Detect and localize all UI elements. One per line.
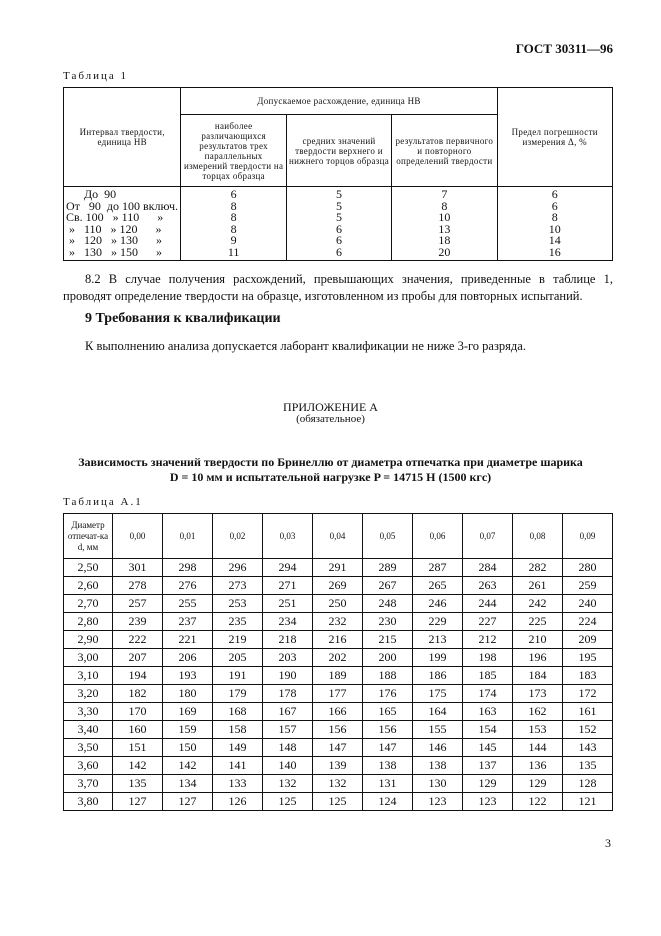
- hardness-cell: 151: [113, 739, 163, 757]
- hardness-cell: 289: [363, 559, 413, 577]
- hardness-cell: 142: [163, 757, 213, 775]
- hardness-cell: 253: [213, 595, 263, 613]
- table-row: [64, 721, 613, 739]
- hardness-cell: 296: [213, 559, 263, 577]
- table1-caption: Таблица 1: [63, 70, 129, 82]
- hardness-cell: 129: [463, 775, 513, 793]
- hardness-cell: 138: [363, 757, 413, 775]
- table1-cell: До 90: [66, 187, 117, 201]
- hardness-cell: 172: [563, 685, 613, 703]
- hardness-cell: 222: [113, 631, 163, 649]
- page-number: 3: [605, 836, 611, 850]
- table1-cell: 6: [335, 244, 342, 259]
- table-row: [64, 595, 613, 613]
- hardness-cell: 138: [413, 757, 463, 775]
- column-header: 0,06: [413, 514, 463, 559]
- hardness-cell: 160: [113, 721, 163, 739]
- table1-cell: 8: [230, 221, 237, 236]
- table1-cell: 6: [335, 221, 342, 236]
- hardness-cell: 190: [263, 667, 313, 685]
- hardness-cell: 145: [463, 739, 513, 757]
- hardness-cell: 255: [163, 595, 213, 613]
- section-9-text: К выполнению анализа допускается лаборант квалификации не ниже 3-го разряда.: [85, 339, 526, 353]
- hardness-cell: 221: [163, 631, 213, 649]
- hardness-cell: 194: [113, 667, 163, 685]
- hardness-cell: 183: [563, 667, 613, 685]
- hardness-cell: 141: [213, 757, 263, 775]
- table1-cell: 10: [438, 210, 451, 224]
- hardness-cell: 193: [163, 667, 213, 685]
- section-9-heading: 9 Требования к квалификации: [85, 311, 281, 326]
- hardness-cell: 271: [263, 577, 313, 595]
- hardness-cell: 164: [413, 703, 463, 721]
- hardness-cell: 174: [463, 685, 513, 703]
- hardness-cell: 170: [113, 703, 163, 721]
- hardness-cell: 162: [513, 703, 563, 721]
- table1-cell: 20: [438, 244, 451, 259]
- column-header: 0,08: [513, 514, 563, 559]
- hardness-cell: 248: [363, 595, 413, 613]
- hardness-cell: 278: [113, 577, 163, 595]
- hardness-cell: 225: [513, 613, 563, 631]
- hardness-cell: 205: [213, 649, 263, 667]
- hardness-cell: 203: [263, 649, 313, 667]
- hardness-cell: 301: [113, 559, 163, 577]
- hardness-cell: 227: [463, 613, 513, 631]
- hardness-cell: 287: [413, 559, 463, 577]
- table1-cell: 18: [438, 233, 451, 247]
- table-row: [64, 559, 613, 577]
- table1-cell: 6: [230, 187, 237, 201]
- column-header: 0,02: [213, 514, 263, 559]
- hardness-cell: 230: [363, 613, 413, 631]
- hardness-cell: 195: [563, 649, 613, 667]
- hardness-cell: 269: [313, 577, 363, 595]
- hardness-cell: 216: [313, 631, 363, 649]
- hardness-cell: 200: [363, 649, 413, 667]
- hardness-cell: 213: [413, 631, 463, 649]
- hardness-cell: 159: [163, 721, 213, 739]
- table-row: [64, 703, 613, 721]
- table-a1: [63, 513, 613, 811]
- diameter-cell: 3,70: [64, 775, 113, 793]
- hardness-cell: 218: [263, 631, 313, 649]
- table1-cell: 5: [335, 198, 342, 213]
- hardness-cell: 146: [413, 739, 463, 757]
- hardness-cell: 161: [563, 703, 613, 721]
- diameter-cell: 2,70: [64, 595, 113, 613]
- hardness-cell: 240: [563, 595, 613, 613]
- hardness-cell: 158: [213, 721, 263, 739]
- hardness-cell: 202: [313, 649, 363, 667]
- hardness-cell: 124: [363, 793, 413, 811]
- interval-column: [64, 187, 181, 261]
- hardness-cell: 121: [563, 793, 613, 811]
- hardness-cell: 276: [163, 577, 213, 595]
- hardness-cell: 132: [263, 775, 313, 793]
- table1-cell: 16: [548, 244, 561, 259]
- table1-cell: 11: [227, 244, 240, 259]
- hardness-cell: 294: [263, 559, 313, 577]
- table1-cell: От 90 до 100 включ.: [66, 198, 179, 213]
- column-header: 0,01: [163, 514, 213, 559]
- hardness-cell: 184: [513, 667, 563, 685]
- hardness-cell: 129: [513, 775, 563, 793]
- hardness-cell: 251: [263, 595, 313, 613]
- column-a: [181, 187, 286, 261]
- diameter-cell: 3,40: [64, 721, 113, 739]
- table-1: [63, 87, 613, 261]
- hardness-cell: 131: [363, 775, 413, 793]
- hardness-cell: 157: [263, 721, 313, 739]
- hardness-cell: 137: [463, 757, 513, 775]
- hardness-cell: 175: [413, 685, 463, 703]
- hardness-cell: 123: [463, 793, 513, 811]
- table1-cell: 8: [441, 198, 448, 213]
- hardness-cell: 156: [363, 721, 413, 739]
- hardness-cell: 128: [563, 775, 613, 793]
- table-row: [64, 685, 613, 703]
- hardness-cell: 209: [563, 631, 613, 649]
- hardness-cell: 143: [563, 739, 613, 757]
- table1-cell: » 120 » 130 »: [66, 233, 162, 247]
- hardness-cell: 246: [413, 595, 463, 613]
- hardness-cell: 298: [163, 559, 213, 577]
- table1-cell: 8: [230, 198, 237, 213]
- table1-cell: 5: [335, 210, 342, 224]
- hardness-cell: 263: [463, 577, 513, 595]
- hardness-cell: 182: [113, 685, 163, 703]
- hardness-cell: 123: [413, 793, 463, 811]
- table1-cell: 6: [335, 233, 342, 247]
- col-limit-header: Предел погрешности измерения Δ, %: [497, 88, 612, 187]
- hardness-cell: 142: [113, 757, 163, 775]
- appendix-title: ПРИЛОЖЕНИЕ А: [283, 400, 378, 414]
- table-row: [64, 739, 613, 757]
- diameter-cell: 3,10: [64, 667, 113, 685]
- hardness-cell: 232: [313, 613, 363, 631]
- hardness-cell: 189: [313, 667, 363, 685]
- table-row: [64, 793, 613, 811]
- table1-cell: 9: [230, 233, 237, 247]
- hardness-cell: 144: [513, 739, 563, 757]
- hardness-cell: 155: [413, 721, 463, 739]
- col-interval-header: Интервал твердости, единица НВ: [64, 88, 181, 187]
- hardness-cell: 242: [513, 595, 563, 613]
- hardness-cell: 261: [513, 577, 563, 595]
- hardness-cell: 224: [563, 613, 613, 631]
- hardness-cell: 215: [363, 631, 413, 649]
- hardness-cell: 127: [163, 793, 213, 811]
- table1-cell: 6: [551, 187, 558, 201]
- hardness-cell: 206: [163, 649, 213, 667]
- hardness-cell: 135: [113, 775, 163, 793]
- column-header: 0,07: [463, 514, 513, 559]
- hardness-cell: 166: [313, 703, 363, 721]
- table1-cell: » 110 » 120 »: [66, 221, 162, 236]
- hardness-cell: 180: [163, 685, 213, 703]
- diameter-cell: 3,80: [64, 793, 113, 811]
- appendix-heading-2: D = 10 мм и испытательной нагрузке P = 14715 Н (1500 кгс): [169, 470, 492, 484]
- hardness-cell: 147: [363, 739, 413, 757]
- column-header: 0,00: [113, 514, 163, 559]
- hardness-cell: 267: [363, 577, 413, 595]
- appendix-heading-1: Зависимость значений твердости по Бринеллю от диаметра отпечатка при диаметре шарика: [78, 455, 583, 469]
- hardness-cell: 284: [463, 559, 513, 577]
- hardness-cell: 133: [213, 775, 263, 793]
- hardness-cell: 210: [513, 631, 563, 649]
- hardness-cell: 237: [163, 613, 213, 631]
- column-header: 0,05: [363, 514, 413, 559]
- appendix-note: (обязательное): [296, 413, 365, 425]
- hardness-cell: 198: [463, 649, 513, 667]
- diameter-cell: 3,50: [64, 739, 113, 757]
- hardness-cell: 179: [213, 685, 263, 703]
- hardness-cell: 167: [263, 703, 313, 721]
- hardness-cell: 265: [413, 577, 463, 595]
- table1-cell: 8: [230, 210, 237, 224]
- hardness-cell: 173: [513, 685, 563, 703]
- diameter-cell: 3,30: [64, 703, 113, 721]
- hardness-cell: 273: [213, 577, 263, 595]
- hardness-cell: 196: [513, 649, 563, 667]
- hardness-cell: 257: [113, 595, 163, 613]
- column-c: [392, 187, 497, 261]
- hardness-cell: 168: [213, 703, 263, 721]
- hardness-cell: 291: [313, 559, 363, 577]
- hardness-cell: 156: [313, 721, 363, 739]
- table-row: [64, 631, 613, 649]
- hardness-cell: 244: [463, 595, 513, 613]
- hardness-cell: 147: [313, 739, 363, 757]
- column-header: 0,04: [313, 514, 363, 559]
- hardness-cell: 280: [563, 559, 613, 577]
- table1-cell: 14: [548, 233, 561, 247]
- hardness-cell: 229: [413, 613, 463, 631]
- hardness-cell: 148: [263, 739, 313, 757]
- hardness-cell: 259: [563, 577, 613, 595]
- hardness-cell: 165: [363, 703, 413, 721]
- hardness-cell: 207: [113, 649, 163, 667]
- subheader-1: наиболее различающихся результатов трех параллельных измерений твердости на торцах образца: [181, 115, 286, 187]
- hardness-cell: 185: [463, 667, 513, 685]
- hardness-cell: 169: [163, 703, 213, 721]
- table1-cell: Св. 100 » 110 »: [66, 210, 164, 224]
- hardness-cell: 235: [213, 613, 263, 631]
- hardness-cell: 127: [113, 793, 163, 811]
- diameter-cell: 3,20: [64, 685, 113, 703]
- hardness-cell: 154: [463, 721, 513, 739]
- subheader-2: средних значений твердости верхнего и нижнего торцов образца: [286, 115, 391, 187]
- hardness-cell: 149: [213, 739, 263, 757]
- table-row: [64, 667, 613, 685]
- hardness-cell: 139: [313, 757, 363, 775]
- column-b: [286, 187, 391, 261]
- column-header: 0,03: [263, 514, 313, 559]
- hardness-cell: 125: [313, 793, 363, 811]
- hardness-cell: 212: [463, 631, 513, 649]
- hardness-cell: 199: [413, 649, 463, 667]
- hardness-cell: 130: [413, 775, 463, 793]
- diameter-header: Диаметр отпечат-ка d, мм: [64, 514, 113, 559]
- diameter-cell: 2,50: [64, 559, 113, 577]
- diameter-cell: 3,60: [64, 757, 113, 775]
- hardness-cell: 153: [513, 721, 563, 739]
- table-row: [64, 649, 613, 667]
- group-header: Допускаемое расхождение, единица НВ: [181, 88, 497, 115]
- standard-number: ГОСТ 30311—96: [515, 41, 613, 56]
- table-header-row: [64, 514, 613, 559]
- hardness-cell: 152: [563, 721, 613, 739]
- table1-cell: 8: [551, 210, 558, 224]
- tableA1-caption: Таблица А.1: [63, 496, 143, 508]
- subheader-3: результатов первичного и повторного определений твердости: [392, 115, 497, 187]
- hardness-cell: 234: [263, 613, 313, 631]
- hardness-cell: 126: [213, 793, 263, 811]
- table1-cell: » 130 » 150 »: [66, 244, 162, 259]
- hardness-cell: 282: [513, 559, 563, 577]
- diameter-cell: 3,00: [64, 649, 113, 667]
- table-row: [64, 613, 613, 631]
- table-row: [64, 775, 613, 793]
- table1-cell: 6: [551, 198, 558, 213]
- hardness-cell: 178: [263, 685, 313, 703]
- hardness-cell: 135: [563, 757, 613, 775]
- hardness-cell: 177: [313, 685, 363, 703]
- hardness-cell: 176: [363, 685, 413, 703]
- diameter-cell: 2,90: [64, 631, 113, 649]
- hardness-cell: 186: [413, 667, 463, 685]
- hardness-cell: 125: [263, 793, 313, 811]
- column-d: [497, 187, 612, 261]
- hardness-cell: 219: [213, 631, 263, 649]
- hardness-cell: 188: [363, 667, 413, 685]
- hardness-cell: 134: [163, 775, 213, 793]
- hardness-cell: 140: [263, 757, 313, 775]
- hardness-cell: 136: [513, 757, 563, 775]
- table-row: [64, 757, 613, 775]
- hardness-cell: 250: [313, 595, 363, 613]
- column-header: 0,09: [563, 514, 613, 559]
- table1-cell: 13: [438, 221, 451, 236]
- table1-cell: 10: [548, 221, 561, 236]
- table1-cell: 5: [335, 187, 342, 201]
- diameter-cell: 2,60: [64, 577, 113, 595]
- hardness-cell: 150: [163, 739, 213, 757]
- table1-cell: 7: [441, 187, 448, 201]
- hardness-cell: 191: [213, 667, 263, 685]
- hardness-cell: 239: [113, 613, 163, 631]
- paragraph-8-2: 8.2 В случае получения расхождений, превышающих значения, приведенные в таблице 1, проводят определение твердости на образце, изготовленном из пробы для повторных испытаний.: [63, 272, 613, 303]
- hardness-cell: 163: [463, 703, 513, 721]
- hardness-cell: 122: [513, 793, 563, 811]
- table-row: [64, 577, 613, 595]
- hardness-cell: 132: [313, 775, 363, 793]
- table-body: [64, 187, 613, 261]
- diameter-cell: 2,80: [64, 613, 113, 631]
